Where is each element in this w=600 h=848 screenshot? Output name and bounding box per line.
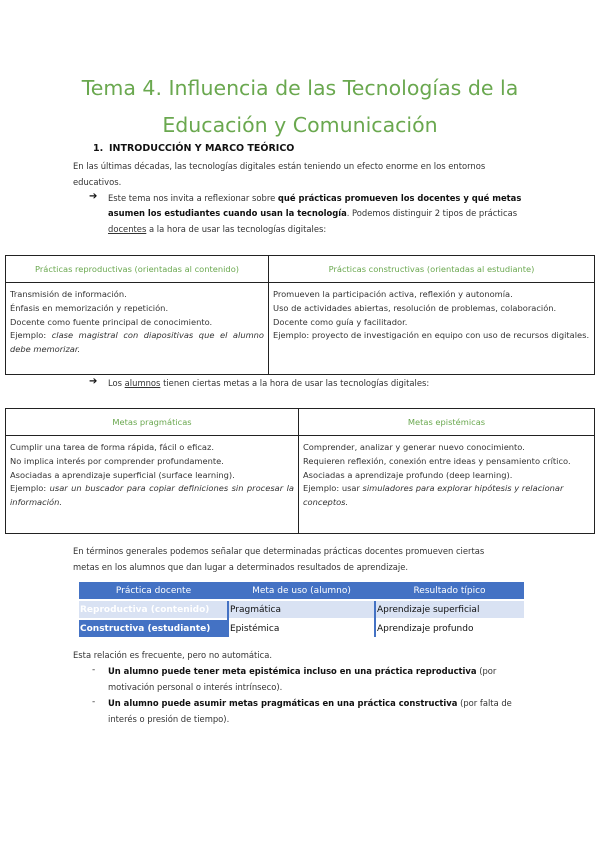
practices-header-left: Prácticas reproductivas (orientadas al contenido): [6, 256, 269, 283]
paragraph2-line-2: metas en los alumnos que dan lugar a determinados resultados de aprendizaje.: [73, 562, 409, 572]
goal-right-item: Comprender, analizar y generar nuevo conocimiento.: [303, 442, 525, 452]
dash-bullet: -: [92, 697, 96, 707]
practices-cell-right: [269, 283, 595, 375]
relationship-header: Resultado típico: [375, 582, 524, 600]
example-text: usar un buscador para copiar definiciones sin procesar la información.: [10, 483, 294, 508]
practice-right-item: Docente como guía y facilitador.: [273, 316, 408, 327]
example-text: clase magistral con diapositivas que el alumno debe memorizar.: [10, 330, 264, 355]
intro-line-2: educativos.: [73, 177, 122, 187]
dash-item-1-post: (por: [476, 666, 497, 676]
intro-line-1: En las últimas décadas, las tecnologías digitales están teniendo un efecto enorme en los entornos: [73, 161, 486, 171]
section-title: INTRODUCCIÓN Y MARCO TEÓRICO: [109, 143, 295, 154]
goals-table: [5, 408, 595, 534]
goals-header-right: Metas epistémicas: [299, 409, 595, 436]
practices-table: [5, 255, 595, 375]
example-text: simuladores para explorar hipótesis y relacionar: [362, 483, 564, 494]
relationship-cell: Epistémica: [228, 619, 375, 637]
practices-header-right: Prácticas constructivas (orientadas al estudiante): [269, 256, 595, 283]
goals-header-left: Metas pragmáticas: [6, 409, 299, 436]
practice-left-item: Transmisión de información.: [10, 289, 127, 299]
dash-item-1-line-2: motivación personal o interés intrínseco).: [108, 682, 283, 692]
dash-item-2-line-1: [108, 696, 530, 711]
dash-item-2-bold: Un alumno puede asumir metas pragmáticas en una práctica constructiva: [108, 698, 458, 708]
practice-left-item: Énfasis en memorización y repetición.: [10, 302, 169, 313]
practice-right-item: Promueven la participación activa, reflexión y autonomía.: [273, 289, 513, 299]
goal-left-example: [10, 482, 294, 510]
bullet2-line: [108, 376, 429, 391]
relationship-table: [79, 582, 524, 637]
relationship-header: Meta de uso (alumno): [228, 582, 375, 600]
example-label: Ejemplo: usar: [303, 483, 363, 494]
relationship-row-label: Constructiva (estudiante): [79, 619, 228, 637]
section-number: 1.: [93, 143, 104, 154]
practices-cell-left: [6, 283, 269, 375]
relationship-cell: Pragmática: [228, 600, 375, 619]
goal-left-item: No implica interés por comprender profundamente.: [10, 455, 224, 466]
goal-right-example: [303, 482, 590, 510]
bullet1-tail: a la hora de usar las tecnologías digitales:: [146, 224, 327, 234]
paragraph2-line-1: En términos generales podemos señalar que determinadas prácticas docentes promueven ciertas: [73, 546, 485, 556]
bullet2-post: tienen ciertas metas a la hora de usar las tecnologías digitales:: [160, 378, 430, 388]
practice-left-item: Docente como fuente principal de conocimiento.: [10, 316, 213, 327]
bullet1-bold: qué prácticas promueven los docentes y qué metas: [277, 193, 522, 203]
dash-item-1-bold: Un alumno puede tener meta epistémica incluso en una práctica reproductiva: [108, 666, 477, 676]
dash-item-2-post: (por falta de: [457, 698, 512, 708]
bullet1-line-3: [108, 222, 326, 237]
bullet2-underlined: alumnos: [124, 378, 161, 388]
goal-left-item: Asociadas a aprendizaje superficial (surface learning).: [10, 469, 235, 480]
page-title-line-1: Tema 4. Influencia de las Tecnologías de la: [81, 76, 519, 100]
bullet1-line-2: [108, 206, 530, 221]
practice-right-item: Ejemplo: proyecto de investigación en equipo con uso de recursos digitales.: [273, 330, 590, 341]
relationship-cell: Aprendizaje superficial: [375, 600, 524, 619]
bullet1-underlined: docentes: [108, 224, 147, 234]
bullet2-pre: Los: [108, 378, 125, 388]
goal-right-item: Asociadas a aprendizaje profundo (deep learning).: [303, 469, 513, 480]
dash-item-1-line-1: [108, 664, 530, 679]
relationship-row-label: Reproductiva (contenido): [79, 600, 228, 619]
example-label: Ejemplo:: [10, 330, 52, 341]
arrow-bullet-icon: ➔: [89, 376, 98, 387]
bullet1-line-1: [108, 191, 530, 206]
relation-note: Esta relación es frecuente, pero no automática.: [73, 650, 273, 660]
section-heading: [93, 143, 294, 154]
dash-item-2-line-2: interés o presión de tiempo).: [108, 714, 230, 724]
bullet1-bold-2: asumen los estudiantes cuando usan la tecnología: [108, 208, 347, 218]
goals-cell-left: [6, 436, 299, 534]
bullet1-post: . Podemos distinguir 2 tipos de prácticas: [346, 208, 518, 218]
relationship-cell: Aprendizaje profundo: [375, 619, 524, 637]
bullet1-pre: Este tema nos invita a reflexionar sobre: [108, 193, 278, 203]
example-label: Ejemplo:: [10, 483, 50, 494]
relationship-header: Práctica docente: [79, 582, 228, 600]
practice-right-item: Uso de actividades abiertas, resolución de problemas, colaboración.: [273, 302, 557, 313]
practice-left-example: [10, 329, 264, 357]
page-title-line-2: Educación y Comunicación: [162, 113, 438, 137]
goal-left-item: Cumplir una tarea de forma rápida, fácil o eficaz.: [10, 442, 214, 452]
arrow-bullet-icon: ➔: [89, 191, 98, 202]
example-text-tail: conceptos.: [303, 497, 349, 508]
dash-bullet: -: [92, 665, 96, 675]
goals-cell-right: [299, 436, 595, 534]
goal-right-item: Requieren reflexión, conexión entre ideas y pensamiento crítico.: [303, 455, 571, 466]
